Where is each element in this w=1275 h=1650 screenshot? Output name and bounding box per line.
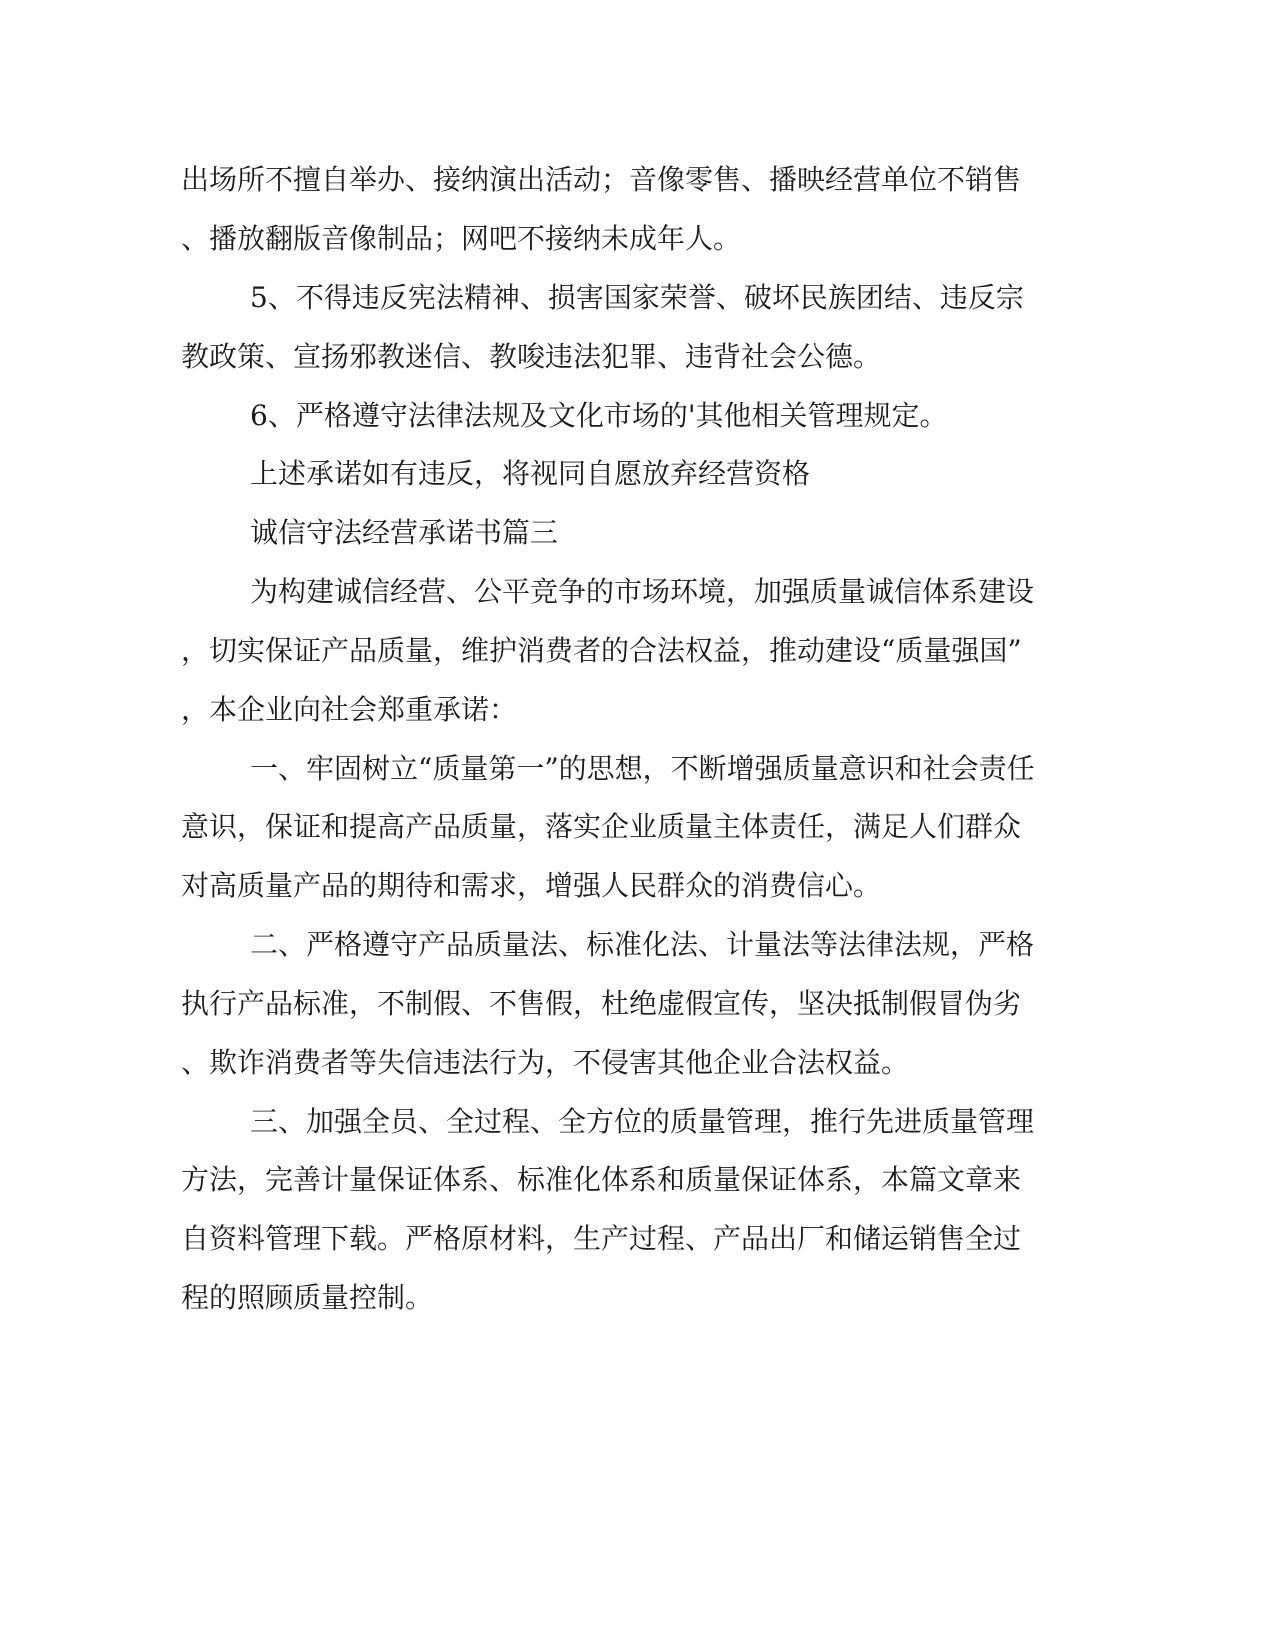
text-line-1: 出场所不擅自举办、接纳演出活动；音像零售、播映经营单位不销售 [181, 163, 1022, 196]
text-line-4: 教政策、宣扬邪教迷信、教唆违法犯罪、违背社会公德。 [181, 340, 882, 373]
text-line-3: 5、不得违反宪法精神、损害国家荣誉、破坏民族团结、违反宗 [250, 281, 1024, 314]
text-line-2: 、播放翻版音像制品；网吧不接纳未成年人。 [181, 222, 742, 255]
text-line-18: 方法，完善计量保证体系、标准化体系和质量保证体系，本篇文章来 [181, 1163, 1022, 1196]
text-line-8: 为构建诚信经营、公平竞争的市场环境，加强质量诚信体系建设 [250, 575, 1035, 608]
text-line-5: 6、严格遵守法律法规及文化市场的'其他相关管理规定。 [250, 399, 948, 432]
text-line-19: 自资料管理下载。严格原材料，生产过程、产品出厂和储运销售全过 [181, 1222, 1022, 1255]
text-line-13: 对高质量产品的期待和需求，增强人民群众的消费信心。 [181, 869, 882, 902]
text-line-6: 上述承诺如有违反，将视同自愿放弃经营资格 [250, 457, 811, 490]
text-line-14: 二、严格遵守产品质量法、标准化法、计量法等法律法规，严格 [250, 928, 1035, 961]
text-line-12: 意识，保证和提高产品质量，落实企业质量主体责任，满足人们群众 [181, 810, 1022, 843]
text-line-9: ，切实保证产品质量，维护消费者的合法权益，推动建设“质量强国” [181, 634, 1022, 667]
text-line-17: 三、加强全员、全过程、全方位的质量管理，推行先进质量管理 [250, 1105, 1035, 1138]
text-line-11: 一、牢固树立“质量第一”的思想，不断增强质量意识和社会责任 [250, 752, 1035, 785]
text-line-10: ，本企业向社会郑重承诺： [181, 693, 518, 726]
text-line-16: 、欺诈消费者等失信违法行为，不侵害其他企业合法权益。 [181, 1046, 910, 1079]
section-heading: 诚信守法经营承诺书篇三 [250, 516, 559, 549]
text-line-20: 程的照顾质量控制。 [181, 1281, 434, 1314]
text-line-15: 执行产品标准，不制假、不售假，杜绝虚假宣传，坚决抵制假冒伪劣 [181, 987, 1022, 1020]
